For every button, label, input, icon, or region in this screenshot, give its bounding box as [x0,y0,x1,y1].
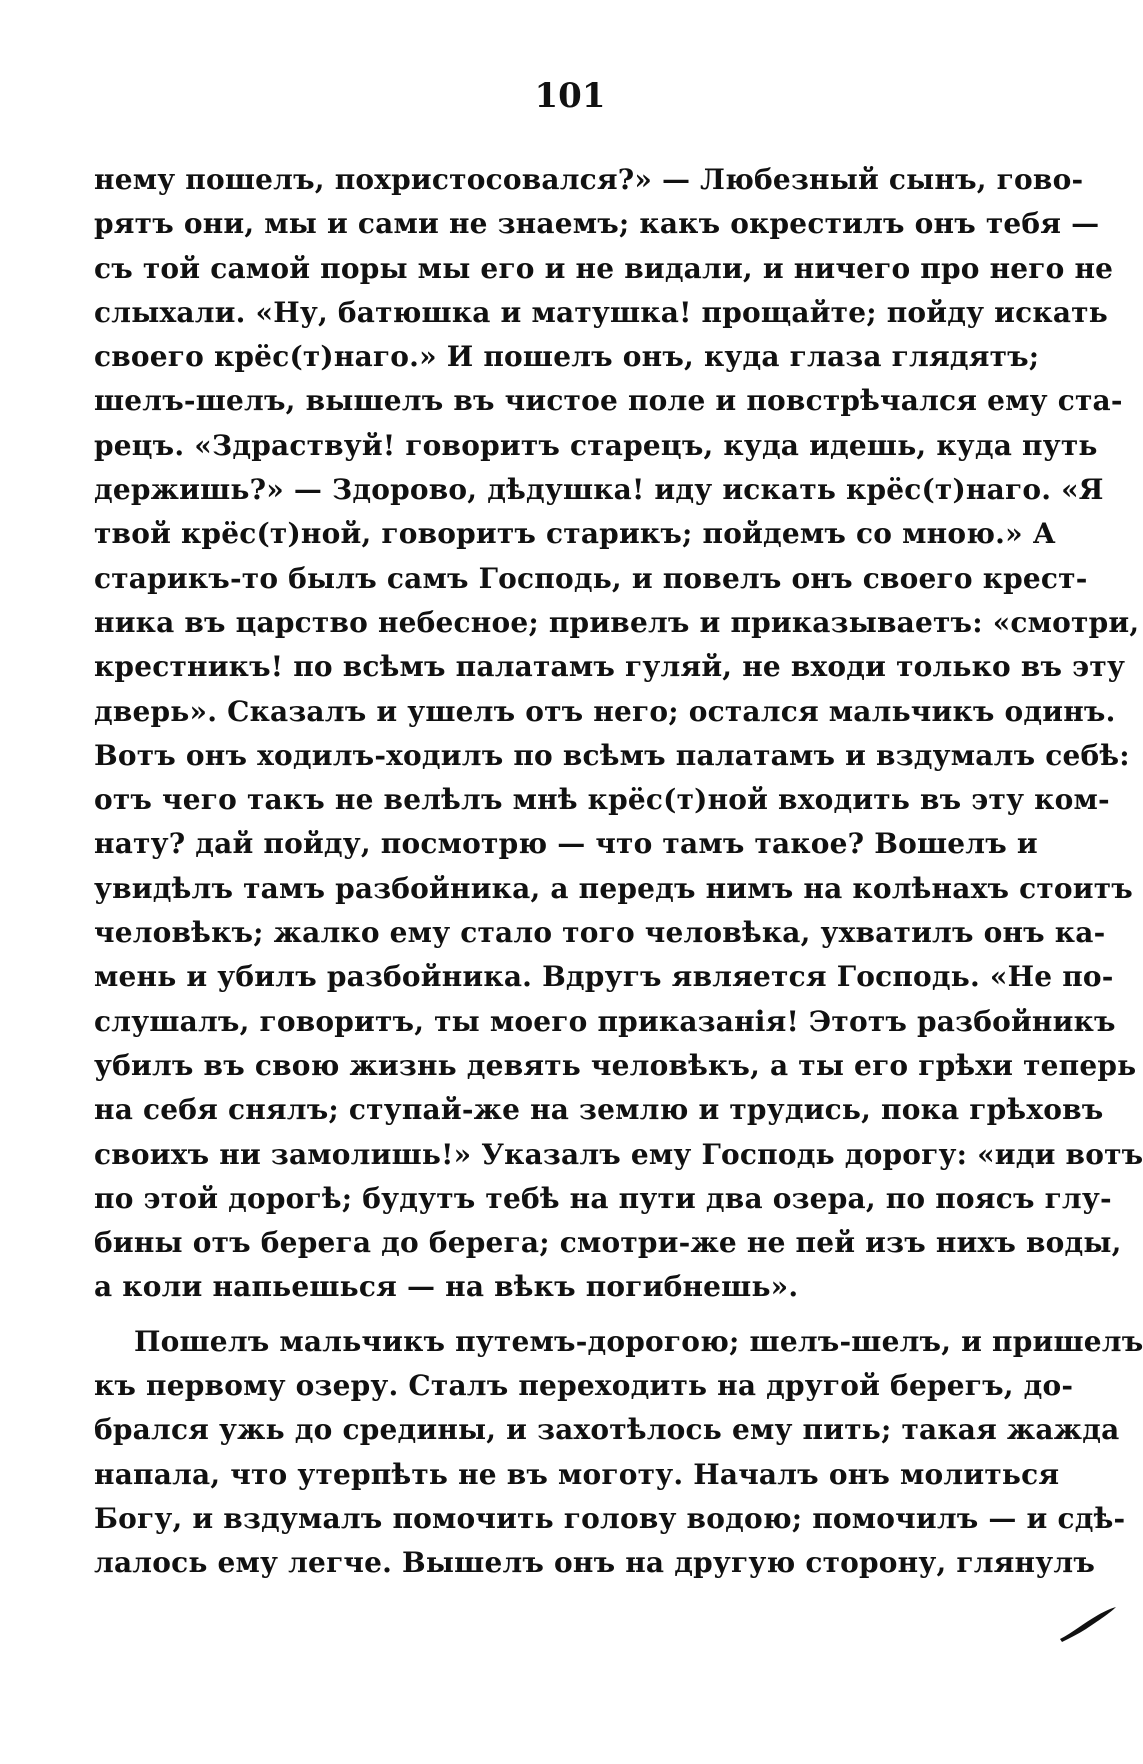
text-line: отъ чего такъ не велѣлъ мнѣ крёс(т)ной входить въ эту ком- [94,783,1110,817]
text-line: Пошелъ мальчикъ путемъ-дорогою; шелъ-шелъ, и пришелъ [134,1324,1143,1358]
text-line: лалось ему легче. Вышелъ онъ на другую сторону, глянулъ [94,1546,1095,1580]
text-line: слушалъ, говоритъ, ты моего приказанія! Этотъ разбойникъ [94,1004,1116,1038]
text-line: бины отъ берега до берега; смотри-же не пей изъ нихъ воды, [94,1226,1122,1260]
text-line: Вотъ онъ ходилъ-ходилъ по всѣмъ палатамъ и вздумалъ себѣ: [94,738,1130,772]
text-line: слыхали. «Ну, батюшка и матушка! прощайте; пойду искать [94,295,1108,329]
text-line: убилъ въ свою жизнь девять человѣкъ, а ты его грѣхи теперь [94,1048,1137,1082]
paragraph-gap [94,1310,962,1320]
text-line: шелъ-шелъ, вышелъ въ чистое поле и повстрѣчался ему ста- [94,384,1123,418]
page-number: 101 [534,76,606,116]
text-line: ника въ царство небесное; привелъ и приказываетъ: «смотри, [94,605,1140,639]
text-line: твой крёс(т)ной, говоритъ старикъ; пойдемъ со мною.» А [94,517,1056,551]
text-line: а коли напьешься — на вѣкъ погибнешь». [94,1270,799,1304]
text-line: по этой дорогѣ; будутъ тебѣ на пути два озера, по поясъ глу- [94,1181,1112,1215]
page-text [94,158,1143,1586]
text-line: съ той самой поры мы его и не видали, и ничего про него не [94,251,1114,285]
text-line: рятъ они, мы и сами не знаемъ; какъ окрестилъ онъ тебя — [94,207,1100,241]
text-line: на себя снялъ; ступай-же на землю и трудись, пока грѣховъ [94,1093,1104,1127]
text-line: нему пошелъ, похристосовался?» — Любезный сынъ, гово- [94,163,1084,196]
ink-mark-icon [1058,1605,1118,1645]
text-line: брался ужь до средины, и захотѣлось ему пить; такая жажда [94,1413,1120,1447]
text-line: мень и убилъ разбойника. Вдругъ является Господь. «Не по- [94,960,1114,994]
text-line: крестникъ! по всѣмъ палатамъ гуляй, не входи только въ эту [94,650,1126,684]
text-line: человѣкъ; жалко ему стало того человѣка, ухватилъ онъ ка- [94,916,1106,950]
text-line: напала, что утерпѣть не въ моготу. Началъ онъ молиться [94,1457,1060,1491]
text-line: увидѣлъ тамъ разбойника, а передъ нимъ на колѣнахъ стоитъ [94,871,1133,905]
text-line: дверь». Сказалъ и ушелъ отъ него; остался мальчикъ одинъ. [94,694,1116,728]
text-line: старикъ-то былъ самъ Господь, и повелъ онъ своего крест- [94,561,1088,595]
text-line: нату? дай пойду, посмотрю — что тамъ такое? Вошелъ и [94,827,1038,861]
text-line: своихъ ни замолишь!» Указалъ ему Господь дорогу: «иди вотъ [94,1137,1143,1171]
text-line: рецъ. «Здраствуй! говоритъ старецъ, куда идешь, куда путь [94,428,1098,462]
text-line: держишь?» — Здорово, дѣдушка! иду искать крёс(т)наго. «Я [94,473,1104,507]
text-line: Богу, и вздумалъ помочить голову водою; помочилъ — и сдѣ- [94,1501,1126,1535]
text-line: къ первому озеру. Сталъ переходить на другой берегъ, до- [94,1369,1074,1403]
text-line: своего крёс(т)наго.» И пошелъ онъ, куда глаза глядятъ; [94,340,1040,374]
